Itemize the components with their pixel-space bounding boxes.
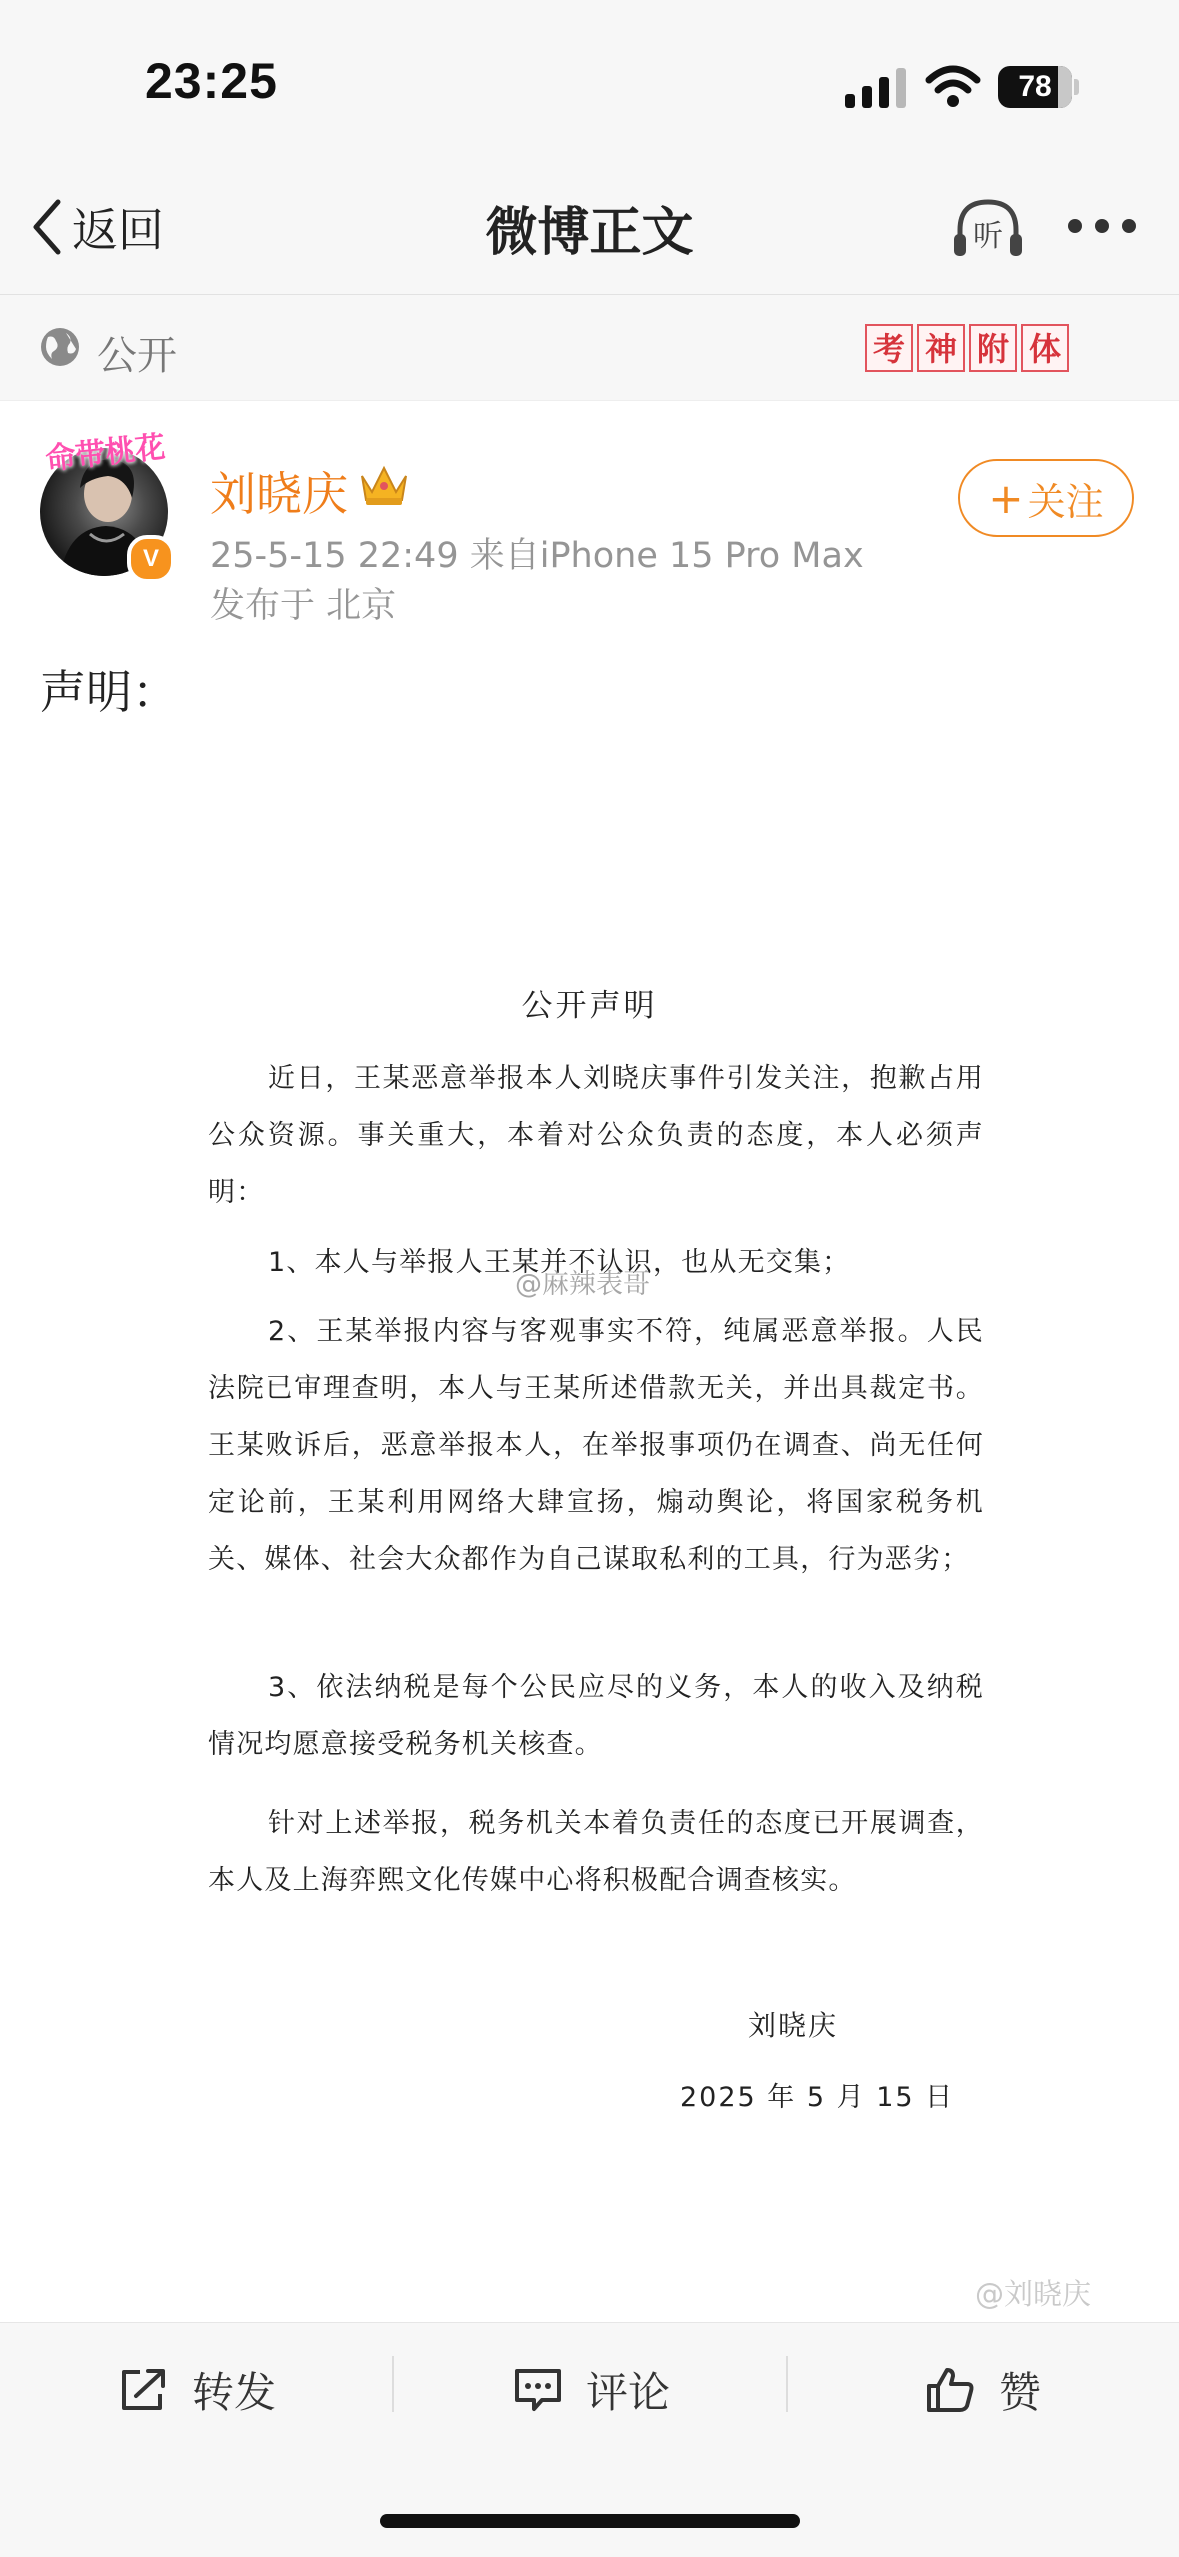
plus-icon: + [988, 473, 1024, 523]
corner-watermark: @刘晓庆 [975, 2277, 1092, 2311]
stamp-char: 体 [1021, 324, 1069, 372]
avatar-badge: 命带桃花 [43, 429, 167, 478]
globe-icon [38, 325, 82, 369]
back-label: 返回 [72, 203, 164, 257]
follow-button[interactable] [958, 459, 1134, 537]
page-title: 微博正文 [485, 203, 694, 263]
repost-icon [118, 2366, 170, 2414]
repost-label: 转发 [192, 2368, 277, 2417]
listen-label: 听 [973, 219, 1003, 254]
status-time: 23:25 [145, 53, 278, 109]
statement-paragraph: 近日，王某恶意举报本人刘晓庆事件引发关注，抱歉占用公众资源。事关重大，本着对公众负责的态度，本人必须声明： [208, 1063, 984, 1208]
comment-icon [512, 2366, 564, 2414]
statement-title: 公开声明 [521, 988, 658, 1024]
statement-paragraph: 针对上述举报，税务机关本着负责任的态度已开展调查，本人及上海弈熙文化传媒中心将积极配合调查核实。 [208, 1808, 984, 1896]
headphones-listen-icon[interactable] [950, 196, 1026, 260]
battery-tip [1074, 79, 1079, 95]
statement-paragraph: 3、依法纳税是每个公民应尽的义务，本人的收入及纳税情况均愿意接受税务机关核查。 [208, 1672, 984, 1760]
statement-date: 2025 年 5 月 15 日 [680, 2082, 955, 2113]
statement-watermark: @麻辣表哥 [515, 1269, 650, 1300]
username[interactable]: 刘晓庆 [210, 467, 348, 521]
repost-button[interactable] [118, 2350, 276, 2430]
follow-label: 关注 [1027, 479, 1104, 524]
thumbs-up-icon [925, 2366, 977, 2414]
more-options-button[interactable] [1066, 215, 1138, 239]
post-location: 发布于 北京 [210, 586, 397, 626]
comment-button[interactable] [512, 2350, 670, 2430]
statement-paragraph: 2、王某举报内容与客观事实不符，纯属恶意举报。人民法院已审理查明，本人与王某所述借款无关，并出具裁定书。王某败诉后，恶意举报本人，在举报事项仍在调查、尚无任何定论前，王某利用网络大肆宣扬，煽动舆论，将国家税务机关、媒体、社会大众都作为自己谋取私利的工具，行为恶劣； [208, 1316, 984, 1575]
like-label: 赞 [999, 2368, 1042, 2417]
stamp-char: 考 [865, 324, 913, 372]
home-indicator[interactable] [380, 2514, 800, 2528]
comment-label: 评论 [586, 2368, 671, 2417]
seal-stamp [865, 324, 1069, 372]
visibility-label: 公开 [97, 333, 177, 379]
divider [392, 2356, 394, 2412]
post-meta: 25-5-15 22:49 来自iPhone 15 Pro Max [210, 536, 864, 576]
cellular-signal-icon [845, 68, 907, 108]
battery-level: 78 [1018, 70, 1052, 103]
crown-icon [358, 462, 410, 508]
statement-paragraph: 1、本人与举报人王某并不认识，也从无交集； [268, 1247, 851, 1278]
like-button[interactable] [925, 2350, 1041, 2430]
wifi-icon [925, 64, 981, 108]
verified-badge-icon: V [127, 535, 175, 583]
divider [786, 2356, 788, 2412]
chevron-left-icon [30, 198, 62, 256]
battery-icon [998, 66, 1072, 108]
back-button[interactable] [30, 195, 164, 259]
stamp-char: 附 [969, 324, 1017, 372]
statement-signature: 刘晓庆 [748, 2009, 839, 2042]
post-text: 声明： [40, 665, 178, 719]
stamp-char: 神 [917, 324, 965, 372]
